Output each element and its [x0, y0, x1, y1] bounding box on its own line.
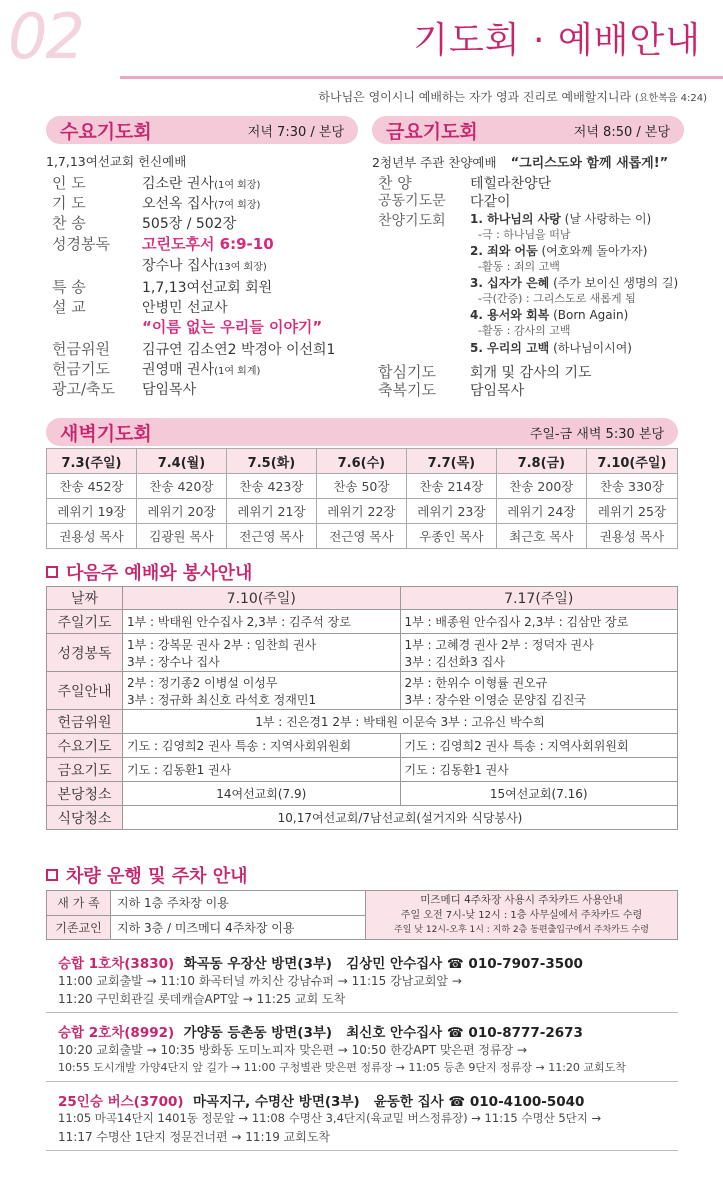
table-header: 7.10(주일) — [586, 449, 677, 474]
wednesday-subtitle: 1,7,13여선교회 헌신예배 — [46, 154, 187, 169]
table-cell: 우종인 목사 — [406, 524, 496, 549]
phone-icon: ☎ 010-4100-5040 — [448, 1094, 585, 1110]
route-divider — [46, 1150, 678, 1151]
route-line: 11:20 구민회관길 롯데캐슬APT앞 → 11:25 교회 도착 — [58, 992, 346, 1006]
table-row — [47, 734, 678, 758]
table-cell: 2부 : 정기종2 이병설 이성무 3부 : 정규화 최신호 라석호 정재민1 — [123, 672, 401, 710]
table-cell: 레위기 25장 — [586, 499, 677, 524]
route-header: 승합 1호차(3830) 화곡동 우장산 방면(3부) 김상민 안수집사 ☎ 010-7907-3500 — [58, 956, 583, 972]
table-row — [47, 499, 678, 524]
vehicle-title: 차량 운행 및 주차 안내 — [66, 866, 248, 887]
table-cell: 1부 : 강복문 권사 2부 : 임찬희 권사 3부 : 장수나 집사 — [123, 634, 401, 672]
page-number: 02 — [8, 0, 83, 73]
song-sub: -활동 : 죄의 고백 — [478, 260, 560, 273]
row-label: 수요기도 — [47, 734, 123, 758]
table-cell: 최근호 목사 — [496, 524, 586, 549]
fri-value-blessing: 담임목사 — [470, 383, 525, 399]
table-cell: 기도 : 김영희2 권사 특송 : 지역사회위원회 — [123, 734, 401, 758]
row-label: 식당청소 — [47, 806, 123, 830]
table-header: 날짜 — [47, 587, 123, 610]
wed-label-offering-prayer: 헌금기도 — [52, 360, 110, 378]
route-line: 11:05 마곡14단지 1401동 정문앞 → 11:08 수명산 3,4단지(육교밑 버스정류장) → 11:15 수명산 5단지 → — [58, 1111, 602, 1125]
wed-sermon-title: “이름 없는 우리들 이야기” — [142, 318, 323, 336]
table-cell: 지하 3층 / 미즈메디 4주차장 이용 — [111, 915, 366, 940]
table-cell: 전근영 목사 — [226, 524, 316, 549]
route-header: 25인승 버스(3700) 마곡지구, 수명산 방면(3부) 윤동한 집사 ☎ 010-4100-5040 — [58, 1094, 585, 1110]
wednesday-prayer-header — [46, 116, 358, 144]
table-row — [47, 782, 678, 806]
wed-label-sermon: 설 교 — [52, 298, 86, 316]
table-cell: 레위기 20장 — [136, 499, 226, 524]
route-line: 11:00 교회출발 → 11:10 화곡터널 까치산 강남슈퍼 → 11:15 강남교회앞 → — [58, 974, 462, 988]
verse-reference: (요한복음 4:24) — [634, 93, 707, 104]
table-row — [47, 758, 678, 782]
next-week-heading — [46, 559, 252, 585]
wednesday-prayer-time: 저녁 7:30 / 본당 — [247, 124, 344, 140]
table-cell: 전근영 목사 — [316, 524, 406, 549]
wed-value-scripture: 고린도후서 6:9-10 — [142, 235, 274, 253]
song-sub: -극(간증) : 그리스도로 새롭게 됨 — [478, 292, 636, 305]
table-cell: 기도 : 김영희2 권사 특송 : 지역사회위원회 — [400, 734, 678, 758]
square-bullet-icon — [46, 869, 58, 881]
table-row — [47, 891, 678, 916]
table-cell: 2부 : 한위수 이형률 권오규 3부 : 장수완 이영순 문양집 김진국 — [400, 672, 678, 710]
wed-value-scripture-reader: 장수나 집사(13여 회장) — [142, 258, 267, 274]
song-item: 1. 하나님의 사랑 (날 사랑하는 이) — [470, 212, 652, 226]
row-label: 헌금위원 — [47, 710, 123, 734]
wed-value-announcements: 담임목사 — [142, 382, 197, 398]
fri-value-praise: 테힐라찬양단 — [470, 176, 552, 192]
table-cell: 찬송 420장 — [136, 474, 226, 499]
dawn-prayer-time: 주일-금 새벽 5:30 본당 — [529, 426, 664, 442]
title-divider — [120, 76, 723, 79]
table-header: 7.8(금) — [496, 449, 586, 474]
route-header: 승합 2호차(8992) 가양동 등촌동 방면(3부) 최신호 안수집사 ☎ 010-8777-2673 — [58, 1025, 583, 1041]
table-cell: 찬송 200장 — [496, 474, 586, 499]
table-header: 7.3(주일) — [47, 449, 137, 474]
vehicle-heading — [46, 862, 248, 888]
wednesday-prayer-title: 수요기도회 — [60, 120, 152, 143]
table-cell: 권용성 목사 — [586, 524, 677, 549]
table-cell: 찬송 50장 — [316, 474, 406, 499]
table-cell: 레위기 23장 — [406, 499, 496, 524]
wed-label-announcements: 광고/축도 — [52, 380, 116, 398]
phone-icon: ☎ 010-8777-2673 — [446, 1025, 583, 1041]
wed-label-special-song: 특 송 — [52, 278, 86, 296]
table-row — [47, 610, 678, 634]
row-label: 기존교인 — [47, 915, 111, 940]
table-cell: 레위기 22장 — [316, 499, 406, 524]
wed-value-offering: 김규연 김소연2 박경아 이선희1 — [142, 342, 336, 358]
table-cell: 찬송 214장 — [406, 474, 496, 499]
route-divider — [46, 1081, 678, 1082]
next-week-table — [46, 586, 678, 830]
table-cell: 레위기 19장 — [47, 499, 137, 524]
table-row — [47, 710, 678, 734]
table-row — [47, 672, 678, 710]
row-label: 새 가 족 — [47, 891, 111, 916]
row-label: 주일기도 — [47, 610, 123, 634]
row-label: 본당청소 — [47, 782, 123, 806]
wed-value-special-song: 1,7,13여선교회 회원 — [142, 280, 273, 296]
table-row — [47, 634, 678, 672]
fri-label-blessing: 축복기도 — [378, 381, 436, 399]
fri-label-group-prayer: 공동기도문 — [378, 193, 446, 209]
route-line: 10:20 교회출발 → 10:35 방화동 도미노피자 맞은편 → 10:50 한강APT 맞은편 정류장 → — [58, 1043, 528, 1057]
dawn-schedule-table — [46, 448, 678, 549]
parking-table — [46, 890, 678, 940]
table-header-row — [47, 587, 678, 610]
wed-value-hymn: 505장 / 502장 — [142, 216, 237, 232]
table-header: 7.10(주일) — [123, 587, 401, 610]
table-cell: 1부 : 진은경1 2부 : 박태원 이문숙 3부 : 고유신 박수희 — [123, 710, 678, 734]
table-header: 7.17(주일) — [400, 587, 678, 610]
song-item: 3. 십자가 은혜 (주가 보이신 생명의 길) — [470, 276, 679, 290]
table-cell: 기도 : 김동환1 권사 — [123, 758, 401, 782]
table-cell: 지하 1층 주차장 이용 — [111, 891, 366, 916]
row-label: 성경봉독 — [47, 634, 123, 672]
table-cell: 15여선교회(7.16) — [400, 782, 678, 806]
row-label: 주일안내 — [47, 672, 123, 710]
song-item: 4. 용서와 회복 (Born Again) — [470, 308, 629, 322]
route-line: 11:17 수명산 1단지 정문건너편 → 11:19 교회도착 — [58, 1130, 331, 1144]
square-bullet-icon — [46, 566, 58, 578]
table-header: 7.7(목) — [406, 449, 496, 474]
page-title: 기도회 · 예배안내 — [413, 20, 701, 61]
table-header: 7.5(화) — [226, 449, 316, 474]
table-cell: 1부 : 박태원 안수집사 2,3부 : 김주석 장로 — [123, 610, 401, 634]
friday-prayer-time: 저녁 8:50 / 본당 — [573, 124, 670, 140]
table-cell: 10,17여선교회/7남선교회(설거지와 식당봉사) — [123, 806, 678, 830]
wed-value-leader: 김소란 권사(1여 회장) — [142, 176, 261, 192]
table-cell: 1부 : 배종원 안수집사 2,3부 : 김삼만 장로 — [400, 610, 678, 634]
route-line: 10:55 도시개발 가양4단지 앞 길가 → 11:00 구청별관 맞은편 정류장 → 11:05 등촌 9단지 정류장 → 11:20 교회도착 — [58, 1061, 626, 1074]
wed-value-prayer: 오선옥 집사(7여 회장) — [142, 196, 261, 212]
verse-text: 하나님은 영이시니 예배하는 자가 영과 진리로 예배할지니라 — [318, 90, 632, 104]
wed-value-offering-prayer: 권영매 권사(1여 회계) — [142, 362, 261, 378]
table-header: 7.4(월) — [136, 449, 226, 474]
fri-value-group-prayer: 다같이 — [470, 194, 511, 210]
wed-label-prayer: 기 도 — [52, 194, 86, 212]
wed-label-offering: 헌금위원 — [52, 340, 110, 358]
dawn-prayer-header — [46, 418, 678, 446]
wed-label-scripture: 성경봉독 — [52, 235, 110, 253]
fri-value-unison: 회개 및 감사의 기도 — [470, 365, 592, 381]
song-sub: -활동 : 감사의 고백 — [478, 324, 571, 337]
friday-subtitle: 2청년부 주관 찬양예배 “그리스도와 함께 새롭게!” — [372, 155, 669, 171]
wed-value-sermon: 안병민 선교사 — [142, 300, 228, 316]
table-cell: 찬송 330장 — [586, 474, 677, 499]
row-label: 금요기도 — [47, 758, 123, 782]
fri-label-praise: 찬 양 — [378, 174, 412, 192]
table-cell: 기도 : 김동환1 권사 — [400, 758, 678, 782]
table-cell: 1부 : 고혜경 권사 2부 : 정덕자 권사 3부 : 김선화3 집사 — [400, 634, 678, 672]
song-item: 5. 우리의 고백 (하나님이시여) — [470, 341, 632, 355]
song-item: 2. 죄와 어둠 (여호와께 돌아가자) — [470, 244, 648, 258]
route-divider — [46, 1012, 678, 1013]
table-cell: 레위기 24장 — [496, 499, 586, 524]
table-cell: 14여선교회(7.9) — [123, 782, 401, 806]
song-sub: -극 : 하나님을 떠남 — [478, 228, 571, 241]
parking-card-info: 미즈메디 4주차장 사용시 주차카드 사용안내 주일 오전 7시-낮 12시 : 1층 사무실에서 주차카드 수령 주일 낮 12시-오후 1시 : 지하 2층 동편출입구에서 주차카드 수령 — [366, 891, 678, 940]
fri-label-unison: 합심기도 — [378, 363, 436, 381]
table-row — [47, 806, 678, 830]
friday-prayer-header — [372, 116, 684, 144]
table-row — [47, 474, 678, 499]
table-row — [47, 524, 678, 549]
table-cell: 찬송 423장 — [226, 474, 316, 499]
table-cell: 찬송 452장 — [47, 474, 137, 499]
table-header-row — [47, 449, 678, 474]
wed-label-hymn: 찬 송 — [52, 214, 86, 232]
phone-icon: ☎ 010-7907-3500 — [446, 956, 583, 972]
next-week-title: 다음주 예배와 봉사안내 — [66, 563, 253, 584]
wed-label-leader: 인 도 — [52, 174, 86, 192]
dawn-prayer-title: 새벽기도회 — [60, 422, 152, 445]
table-header: 7.6(수) — [316, 449, 406, 474]
table-cell: 권용성 목사 — [47, 524, 137, 549]
fri-label-praise-prayer: 찬양기도회 — [378, 213, 446, 229]
table-cell: 김광원 목사 — [136, 524, 226, 549]
table-cell: 레위기 21장 — [226, 499, 316, 524]
bible-verse — [318, 88, 707, 105]
friday-prayer-title: 금요기도회 — [386, 120, 478, 143]
